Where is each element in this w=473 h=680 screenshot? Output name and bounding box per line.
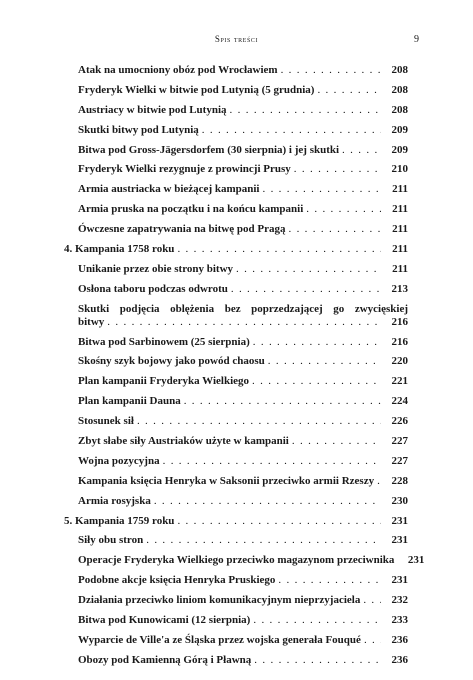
toc-entry-title: Fryderyk Wielki rezygnuje z prowincji Prusy <box>78 163 291 176</box>
toc-entry <box>64 435 408 448</box>
leader-dots <box>202 124 381 137</box>
toc-entry <box>64 395 408 408</box>
leader-dots <box>230 104 381 117</box>
toc-entry <box>64 283 408 296</box>
toc-entry-title: Atak na umocniony obóz pod Wrocławiem <box>78 64 278 76</box>
toc-entry <box>64 124 408 137</box>
toc-page-number: 231 <box>391 574 408 587</box>
toc-page-number: 226 <box>391 415 408 428</box>
toc-entry <box>64 163 408 176</box>
toc-page-number: 216 <box>391 335 408 348</box>
toc-entry-title: Podobne akcje księcia Henryka Pruskiego <box>78 574 276 587</box>
toc-page-number: 230 <box>391 494 408 507</box>
toc-page-number: 209 <box>391 143 408 156</box>
toc-entry-title: Stosunek sił <box>78 415 134 428</box>
toc-entry-title: 5. Kampania 1759 roku <box>64 514 175 527</box>
leader-dots <box>278 574 381 587</box>
toc-entry <box>64 203 408 216</box>
toc-entry-title: Armia pruska na początku i na końcu kampanii <box>78 203 304 216</box>
leader-dots <box>281 64 381 77</box>
leader-dots <box>262 183 381 196</box>
toc-page-number: 232 <box>391 594 408 607</box>
leader-dots <box>163 455 381 468</box>
toc-entry <box>64 475 408 488</box>
toc-entry-title: 4. Kampania 1758 roku <box>64 243 175 256</box>
toc-entry <box>64 415 408 428</box>
leader-dots <box>177 515 381 528</box>
toc-entry-title: Plan kampanii Dauna <box>78 395 181 408</box>
toc-page-number: 227 <box>391 435 408 448</box>
toc-entry-title: Operacje Fryderyka Wielkiego przeciwko magazynom przeciwnika <box>78 554 395 567</box>
leader-dots <box>236 263 381 276</box>
toc-entry-title: Armia austriacka w bieżącej kampanii <box>78 183 260 196</box>
leader-dots <box>317 84 381 97</box>
toc-entry-title: Ówczesne zapatrywania na bitwę pod Pragą <box>78 223 286 236</box>
leader-dots <box>306 203 381 216</box>
toc-page-number: 210 <box>391 163 408 176</box>
toc-page-number: 220 <box>391 355 408 368</box>
leader-dots <box>294 163 381 176</box>
toc-page-number: 221 <box>391 375 408 388</box>
toc-page-number: 208 <box>391 103 408 116</box>
page-number: 9 <box>414 34 419 45</box>
toc-entry <box>64 303 408 329</box>
toc-entry-title: Skośny szyk bojowy jako powód chaosu <box>78 355 265 368</box>
toc-entry <box>64 534 408 547</box>
toc-page-number: 208 <box>391 64 408 76</box>
toc-page-number: 211 <box>392 183 408 196</box>
toc-entry <box>64 263 408 276</box>
toc-page-number: 236 <box>391 633 408 646</box>
toc-entry <box>64 554 425 567</box>
leader-dots <box>154 495 381 508</box>
toc-page-number: 227 <box>391 454 408 467</box>
leader-dots <box>252 375 381 388</box>
running-header <box>0 34 473 48</box>
toc-entry <box>64 375 408 388</box>
leader-dots <box>146 534 381 547</box>
toc-entry-title: Wojna pozycyjna <box>78 454 160 467</box>
toc-entry-title: Unikanie przez obie strony bitwy <box>78 262 234 275</box>
toc-page-number: 216 <box>391 315 408 328</box>
toc-page-number: 231 <box>391 534 408 547</box>
toc-entry-title: Armia rosyjska <box>78 494 151 507</box>
toc-page-number: 209 <box>391 123 408 136</box>
leader-dots <box>107 316 381 329</box>
toc-entry-title: Działania przeciwko liniom komunikacyjnym nieprzyjaciela <box>78 594 361 607</box>
header-title: Spis treści <box>214 34 259 44</box>
toc-page-number: 231 <box>391 514 408 527</box>
toc-entry-title: Osłona taboru podczas odwrotu <box>78 282 228 295</box>
toc-page-number: 211 <box>392 223 408 236</box>
toc-entry-title: Skutki bitwy pod Lutynią <box>78 123 199 136</box>
toc-entry <box>64 183 408 196</box>
leader-dots <box>268 355 381 368</box>
toc-page-number: 211 <box>392 262 408 275</box>
toc-entry-title: Siły obu stron <box>78 534 144 547</box>
leader-dots <box>184 395 381 408</box>
leader-dots <box>177 243 381 256</box>
toc-page-number: 211 <box>392 203 408 216</box>
leader-dots <box>377 475 381 488</box>
toc-chapter <box>64 515 408 528</box>
leader-dots <box>364 634 381 647</box>
leader-dots <box>253 614 381 627</box>
toc-page-number: 208 <box>391 83 408 96</box>
toc-entry <box>64 574 408 587</box>
toc-page-number: 228 <box>391 474 408 487</box>
toc-chapter <box>64 243 408 256</box>
toc-entry-title: Bitwa pod Sarbinowem (25 sierpnia) <box>78 335 250 348</box>
leader-dots <box>342 144 381 157</box>
toc-entry <box>64 84 408 97</box>
toc-page-number: 224 <box>391 395 408 408</box>
leader-dots <box>231 283 381 296</box>
toc-page-number: 236 <box>391 653 408 666</box>
toc-entry <box>64 455 408 468</box>
leader-dots <box>137 415 381 428</box>
toc-page-number: 231 <box>407 554 425 567</box>
toc-entry <box>64 594 408 607</box>
toc-page-number: 213 <box>391 282 408 295</box>
toc-entry-title: Plan kampanii Fryderyka Wielkiego <box>78 375 250 388</box>
toc-entry-title: Zbyt słabe siły Austriaków użyte w kampanii <box>78 435 289 448</box>
toc-entry-title: Wyparcie de Ville'a ze Śląska przez wojska generała Fouqué <box>78 633 361 646</box>
toc-entry-title: Bitwa pod Kunowicami (12 sierpnia) <box>78 614 251 627</box>
toc-entry <box>64 104 408 117</box>
toc-entry <box>64 634 408 647</box>
toc-entry <box>64 144 408 157</box>
leader-dots <box>288 223 381 236</box>
toc-entry <box>64 654 408 667</box>
table-of-contents <box>64 64 425 674</box>
toc-entry <box>64 336 408 349</box>
toc-entry <box>64 355 408 368</box>
toc-entry <box>64 223 408 236</box>
toc-page-number: 211 <box>392 243 408 256</box>
toc-page-number: 233 <box>391 614 408 627</box>
toc-entry-title: Obozy pod Kamienną Górą i Pławną <box>78 653 252 666</box>
toc-entry-title-continued: bitwy <box>78 315 105 328</box>
leader-dots <box>253 336 381 349</box>
toc-entry <box>64 64 408 77</box>
leader-dots <box>254 654 381 667</box>
leader-dots <box>292 435 381 448</box>
toc-entry <box>64 495 408 508</box>
leader-dots <box>363 594 381 607</box>
toc-entry-title: Austriacy w bitwie pod Lutynią <box>78 103 227 116</box>
toc-entry-title: Fryderyk Wielki w bitwie pod Lutynią (5 grudnia) <box>78 83 315 96</box>
toc-entry <box>64 614 408 627</box>
toc-entry-title: Bitwa pod Gross-Jägersdorfem (30 sierpnia) i jej skutki <box>78 143 340 156</box>
toc-entry-title: Skutki podjęcia oblężenia bez poprzedzającej go zwycięskiej <box>78 302 408 315</box>
toc-entry-title: Kampania księcia Henryka w Saksonii przeciwko armii Rzeszy <box>78 474 375 487</box>
